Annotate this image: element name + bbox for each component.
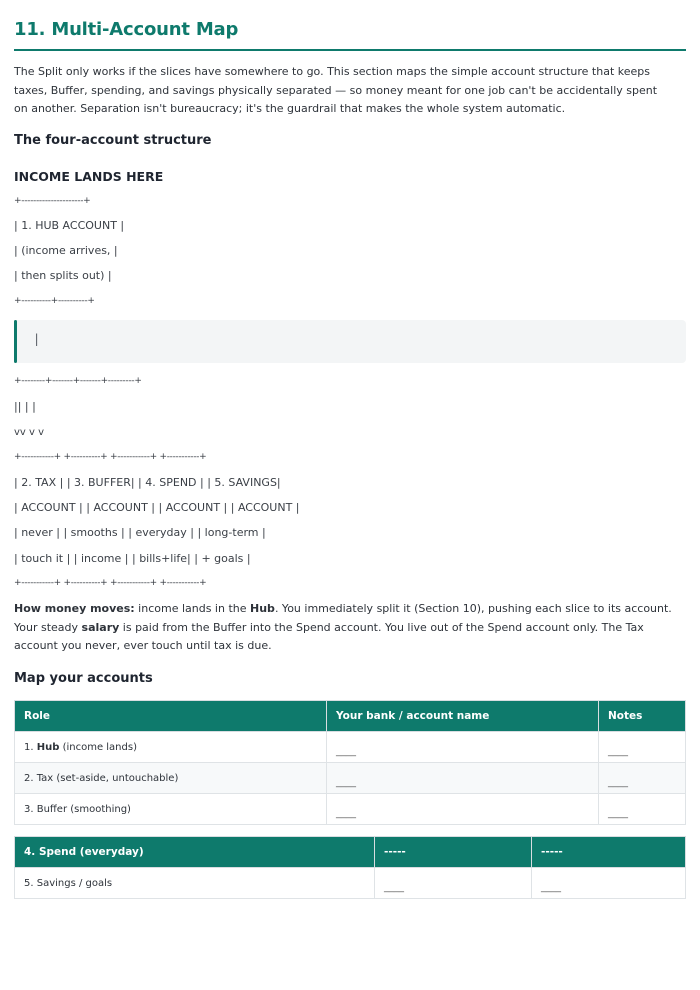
diagram-line: +---------------------+ [14, 196, 91, 206]
structure-heading: The four-account structure [14, 133, 212, 148]
table-row [15, 794, 686, 825]
table-row [15, 868, 686, 899]
code-block [14, 320, 686, 363]
map-heading: Map your accounts [14, 671, 153, 686]
table-header-row [15, 837, 686, 868]
diagram-line: | (income arrives, | [14, 244, 118, 257]
diagram-line: +--------+-------+-------+---------+ [14, 376, 142, 386]
blank-line: ____ [541, 881, 561, 893]
diagram-line: vv v v [14, 427, 45, 438]
column-header: ----- [375, 837, 532, 868]
text-run: . You immediately split it (Section 10), pushing each slice to its account. Your steady [14, 602, 672, 634]
blank-line: ____ [608, 807, 628, 819]
text-run: (income lands) [59, 741, 137, 753]
diagram-line: | 2. TAX | | 3. BUFFER| | 4. SPEND | | 5. SAVINGS| [14, 476, 281, 489]
notes-cell[interactable] [532, 868, 686, 899]
role-cell [15, 732, 327, 763]
notes-cell[interactable] [599, 732, 686, 763]
diagram-line: | then splits out) | [14, 269, 112, 282]
table-row [15, 732, 686, 763]
column-header: ----- [532, 837, 686, 868]
blank-line: ____ [336, 776, 356, 788]
role-cell: 2. Tax (set-aside, untouchable) [15, 763, 327, 794]
diagram-line: | ACCOUNT | | ACCOUNT | | ACCOUNT | | ACCOUNT | [14, 501, 300, 514]
diagram-line: | never | | smooths | | everyday | | long-term | [14, 526, 266, 539]
section-title: 11. Multi-Account Map [14, 19, 239, 40]
text-run-bold: Hub [36, 741, 60, 753]
blank-line: ____ [336, 807, 356, 819]
table-header-row [15, 701, 686, 732]
diagram-line: +-----------+ +----------+ +-----------+ +-----------+ [14, 452, 207, 462]
text-run: income lands in the [134, 602, 251, 615]
intro-paragraph: The Split only works if the slices have somewhere to go. This section maps the simple account structure that keeps taxes, Buffer, spending, and savings physically separated — so money meant for one job can't be accidentally spent on another. Separation isn't bureaucracy; it's the guardrail that makes the whole system automatic. [14, 65, 658, 115]
diagram-line: +-----------+ +----------+ +-----------+ +-----------+ [14, 578, 207, 588]
accounts-table [14, 700, 686, 825]
code-block-text: | [33, 332, 41, 346]
diagram-line: +----------+----------+ [14, 296, 95, 306]
blank-line: ____ [608, 745, 628, 757]
accounts-table-continued [14, 836, 686, 899]
notes-cell[interactable] [599, 794, 686, 825]
column-header: Role [15, 701, 327, 732]
bank-name-cell[interactable] [327, 732, 599, 763]
blank-line: ____ [608, 776, 628, 788]
income-heading: INCOME LANDS HERE [14, 169, 164, 184]
table-row [15, 763, 686, 794]
column-header: 4. Spend (everyday) [15, 837, 375, 868]
diagram-line: | touch it | | income | | bills+life| | + goals | [14, 552, 251, 565]
role-cell: 5. Savings / goals [15, 868, 375, 899]
money-moves-lead: How money moves: [14, 602, 135, 615]
diagram-line: || | | [14, 400, 36, 413]
code-block-accent-bar [14, 320, 17, 363]
money-moves-paragraph [14, 600, 674, 656]
column-header: Notes [599, 701, 686, 732]
text-run-bold: salary [81, 620, 120, 634]
diagram-line: | 1. HUB ACCOUNT | [14, 219, 125, 232]
title-divider [14, 49, 686, 51]
bank-name-cell[interactable] [327, 794, 599, 825]
text-run-bold: Hub [250, 602, 275, 615]
text-run: 1. [24, 741, 37, 753]
column-header: Your bank / account name [327, 701, 599, 732]
blank-line: ____ [336, 745, 356, 757]
notes-cell[interactable] [599, 763, 686, 794]
bank-name-cell[interactable] [375, 868, 532, 899]
text-run: is paid from the Buffer into the Spend account. You live out of the Spend account only. The Tax account you never, ever touch until tax is due. [14, 620, 644, 652]
bank-name-cell[interactable] [327, 763, 599, 794]
blank-line: ____ [384, 881, 404, 893]
role-cell: 3. Buffer (smoothing) [15, 794, 327, 825]
